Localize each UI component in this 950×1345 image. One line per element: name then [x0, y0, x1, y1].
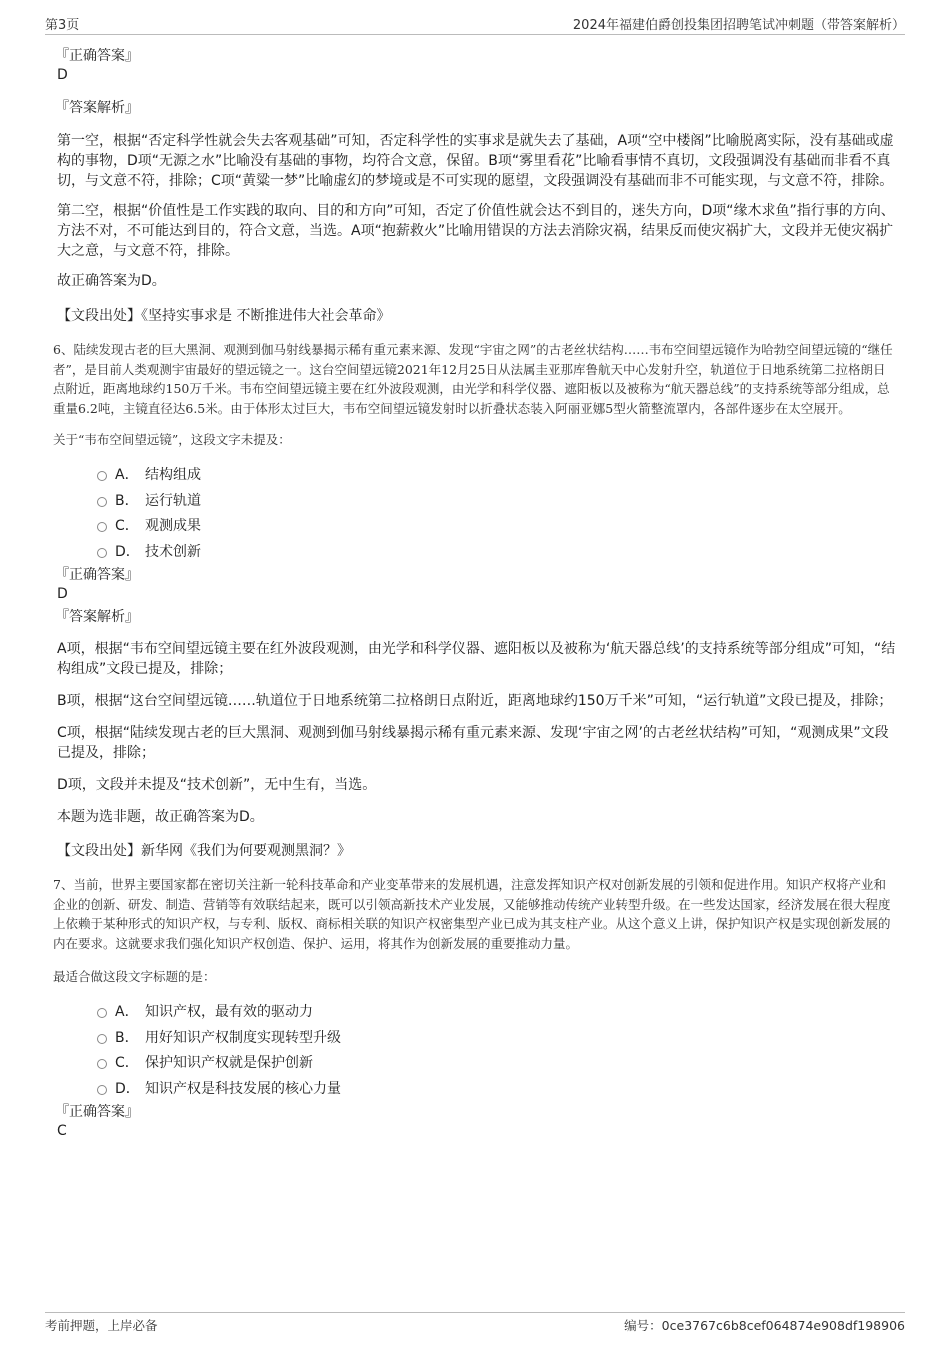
radio-icon[interactable]: [97, 1034, 107, 1044]
q6-answer-label: 『正确答案』: [55, 567, 139, 583]
radio-icon[interactable]: [97, 548, 107, 558]
q7-option-d[interactable]: D． 知识产权是科技发展的核心力量: [97, 1077, 897, 1103]
q6-option-c[interactable]: C． 观测成果: [97, 514, 897, 540]
document-title: 2024年福建伯爵创投集团招聘笔试冲刺题（带答案解析）: [572, 18, 905, 33]
q6-source: 【文段出处】新华网《我们为何要观测黑洞？》: [57, 843, 351, 859]
radio-icon[interactable]: [97, 1008, 107, 1018]
q6-options: [57, 463, 897, 565]
q6-prompt: 关于“韦布空间望远镜”，这段文字未提及：: [53, 432, 291, 447]
q7-options: [57, 1000, 897, 1102]
q6-analysis-para-2: B项，根据“这台空间望远镜……轨道位于日地系统第二拉格朗日点附近，距离地球约150万千米”可知，“运行轨道”文段已提及，排除；: [57, 693, 893, 709]
q6-option-a[interactable]: A． 结构组成: [97, 463, 897, 489]
q6-analysis-para-4: D项，文段并未提及“技术创新”，无中生有，当选。: [57, 777, 377, 793]
document-id: 编号：0ce3767c6b8cef064874e908df198906: [624, 1318, 905, 1333]
page-number: 第3页: [45, 18, 80, 33]
q5-answer-label: 『正确答案』: [55, 48, 139, 64]
q7-option-b[interactable]: B． 用好知识产权制度实现转型升级: [97, 1026, 897, 1052]
page-header: [45, 14, 905, 35]
q7-option-c[interactable]: C． 保护知识产权就是保护创新: [97, 1051, 897, 1077]
q5-analysis-para-2: 第二空，根据“价值性是工作实践的取向、目的和方向”可知，否定了价值性就会达不到目的，迷失方向，D项“缘木求鱼”指行事的方向、方法不对，不可能达到目的，符合文意，当选。A项“抱薪救火”比喻用错误的方法去消除灾祸，结果反而使灾祸扩大，文段并无使灾祸扩大之意，与文意不符，排除。: [57, 203, 895, 259]
q6-stem: 6、陆续发现古老的巨大黑洞、观测到伽马射线暴揭示稀有重元素来源、发现“宇宙之网”的古老丝状结构……韦布空间望远镜作为哈勃空间望远镜的“继任者”，是目前人类观测宇宙最好的望远镜之一。这台空间望远镜2021年12月25日从法属圭亚那库鲁航天中心发射升空，轨道位于日地系统第二拉格朗日点附近，距离地球约150万千米。韦布空间望远镜主要在红外波段观测，由光学和科学仪器、遮阳板以及被称为“航天器总线”的支持系统等部分组成，总重量6.2吨，主镜直径达6.5米。由于体形太过巨大，韦布空间望远镜发射时以折叠状态装入阿丽亚娜5型火箭整流罩内，各部件逐步在太空展开。: [53, 342, 893, 416]
q7-prompt: 最适合做这段文字标题的是：: [53, 969, 216, 984]
q6-answer: D: [57, 586, 68, 602]
radio-icon[interactable]: [97, 1085, 107, 1095]
q6-analysis-para-1: A项，根据“韦布空间望远镜主要在红外波段观测，由光学和科学仪器、遮阳板以及被称为‘航天器总线’的支持系统等部分组成”可知，“结构组成”文段已提及，排除；: [57, 641, 896, 677]
q6-option-b[interactable]: B． 运行轨道: [97, 489, 897, 515]
q7-stem: 7、当前，世界主要国家都在密切关注新一轮科技革命和产业变革带来的发展机遇，注意发挥知识产权对创新发展的引领和促进作用。知识产权将产业和企业的创新、研发、制造、营销等有效联结起来，既可以引领高新技术产业发展，又能够推动传统产业转型升级。在一些发达国家，经济发展在很大程度上依赖于某种形式的知识产权，与专利、版权、商标相关联的知识产权密集型产业已成为其支柱产业。从这个意义上讲，保护知识产权是实现创新发展的内在要求。这就要求我们强化知识产权创造、保护、运用，将其作为创新发展的重要推动力量。: [53, 877, 891, 951]
footer-slogan: 考前押题，上岸必备: [45, 1318, 158, 1333]
q5-analysis-para-3: 故正确答案为D。: [57, 273, 166, 289]
radio-icon[interactable]: [97, 497, 107, 507]
q7-answer: C: [57, 1123, 67, 1139]
page-footer: [45, 1312, 905, 1335]
q5-analysis-label: 『答案解析』: [55, 100, 139, 116]
radio-icon[interactable]: [97, 522, 107, 532]
q6-analysis-label: 『答案解析』: [55, 609, 139, 625]
q6-analysis-para-5: 本题为选非题，故正确答案为D。: [57, 809, 264, 825]
q5-source: 【文段出处】《坚持实事求是 不断推进伟大社会革命》: [57, 308, 391, 324]
radio-icon[interactable]: [97, 471, 107, 481]
q5-analysis-para-1: 第一空，根据“否定科学性就会失去客观基础”可知，否定科学性的实事求是就失去了基础，A项“空中楼阁”比喻脱离实际，没有基础或虚构的事物，D项“无源之水”比喻没有基础的事物，均符合文意，保留。B项“雾里看花”比喻看事情不真切，文段强调没有基础而非看不真切，与文意不符，排除；C项“黄粱一梦”比喻虚幻的梦境或是不可实现的愿望，文段强调没有基础而非不可能实现，与文意不符，排除。: [57, 133, 894, 189]
q7-answer-label: 『正确答案』: [55, 1104, 139, 1120]
radio-icon[interactable]: [97, 1059, 107, 1069]
q6-analysis-para-3: C项，根据“陆续发现古老的巨大黑洞、观测到伽马射线暴揭示稀有重元素来源、发现‘宇宙之网’的古老丝状结构”可知，“观测成果”文段已提及，排除；: [57, 725, 889, 761]
q5-answer: D: [57, 67, 68, 83]
page-content: [53, 46, 897, 1141]
q6-option-d[interactable]: D． 技术创新: [97, 540, 897, 566]
q7-option-a[interactable]: A． 知识产权，最有效的驱动力: [97, 1000, 897, 1026]
